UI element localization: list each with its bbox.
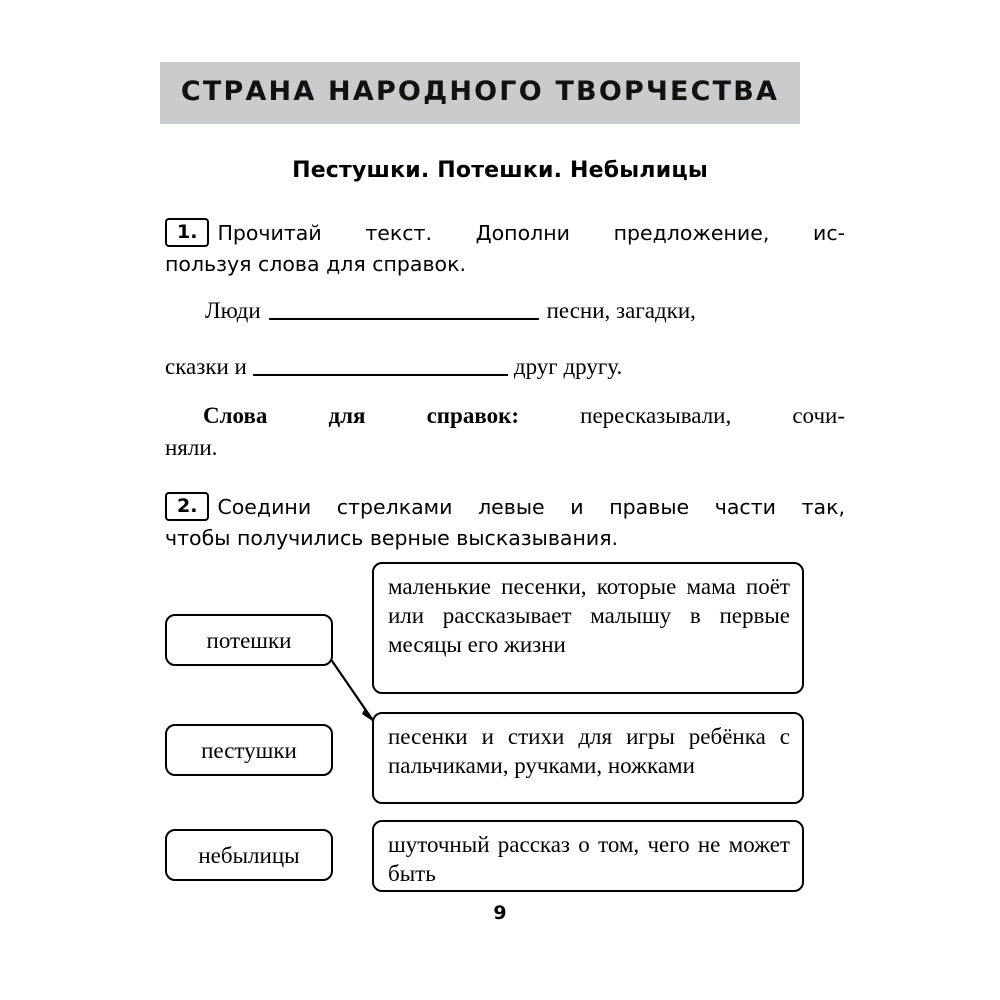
match-right-item-3[interactable] <box>372 820 804 892</box>
reference-words-text-1: пересказывали, сочи- <box>580 403 845 428</box>
match-left-item-3-label: небылицы <box>198 842 300 868</box>
page-subtitle: Пестушки. Потешки. Небылицы <box>292 158 708 183</box>
reference-words-line-2: няли. <box>165 435 218 460</box>
match-right-item-2-text: песенки и стихи для игры ребёнка с пальчиками, ручками, ножками <box>388 724 790 778</box>
fill-line-2 <box>165 352 845 382</box>
task-2-text-1: Соедини стрелками левые и правые части так, <box>217 495 845 519</box>
fill-line-1 <box>165 296 845 326</box>
match-right-item-2[interactable] <box>372 712 804 804</box>
task-2-text-2: чтобы получились верные высказывания. <box>165 526 619 550</box>
fill-line-2-after: друг другу. <box>513 354 623 379</box>
match-right-item-3-text: шуточный рассказ о том, чего не может быть <box>388 832 790 886</box>
match-left-item-1[interactable] <box>165 614 333 666</box>
answer-blank-2[interactable] <box>253 354 508 376</box>
match-left-item-1-label: потешки <box>206 627 292 653</box>
answer-blank-1[interactable] <box>269 298 539 320</box>
task-2-number: 2. <box>165 492 209 521</box>
reference-words-line-1 <box>165 400 845 432</box>
task-2-line-1 <box>165 492 845 523</box>
fill-line-2-before: сказки и <box>165 354 247 379</box>
reference-words-label: Слова для справок: <box>203 403 520 428</box>
task-2 <box>165 492 845 554</box>
task-1 <box>165 218 845 280</box>
reference-words <box>165 400 845 464</box>
task-1-text-1: Прочитай текст. Дополни предложение, ис- <box>217 221 845 245</box>
banner-title: СТРАНА НАРОДНОГО ТВОРЧЕСТВА <box>180 76 780 107</box>
task-1-line-1 <box>165 218 845 249</box>
fill-line-1-before: Люди <box>205 298 261 323</box>
match-right-item-1[interactable] <box>372 562 804 694</box>
matching-exercise <box>160 562 840 892</box>
match-left-item-2[interactable] <box>165 724 333 776</box>
fill-line-1-after: песни, загадки, <box>546 298 696 323</box>
section-banner <box>160 62 800 124</box>
task-1-number: 1. <box>165 218 209 247</box>
match-left-item-2-label: пестушки <box>201 737 297 763</box>
match-left-item-3[interactable] <box>165 829 333 881</box>
page-number: 9 <box>493 902 507 924</box>
task-1-text-2: пользуя слова для справок. <box>165 252 466 276</box>
match-right-item-1-text: маленькие песенки, которые мама поёт или рассказывает малышу в первые месяцы его жизни <box>388 574 790 657</box>
